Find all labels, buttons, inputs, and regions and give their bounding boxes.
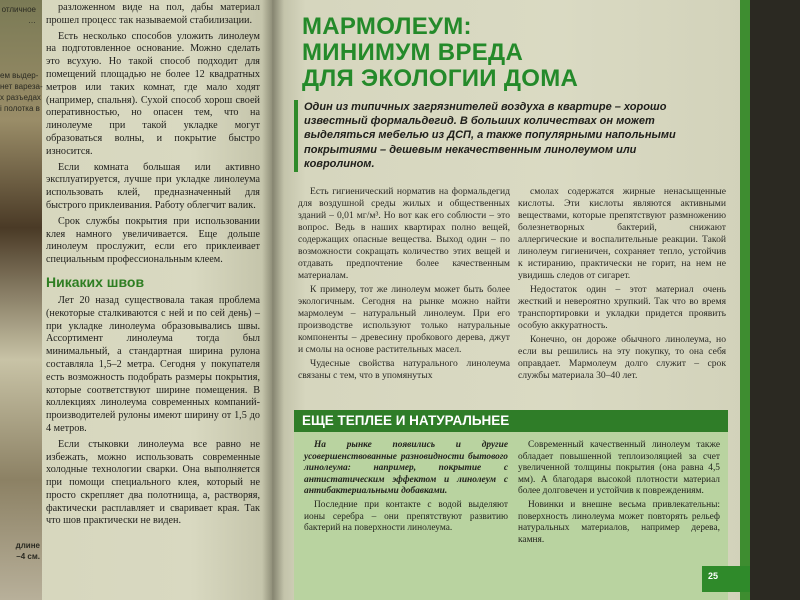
background-surface [750, 0, 800, 600]
paragraph: Чудесные свойства натурального линолеума связаны с тем, что в упомянутых [298, 358, 510, 381]
paragraph: Если стыковки линолеума все равно не избежать, можно использовать современные холодные технологии сварки. Она выполняется при помощи специального клея, который не просто скрепляет два полотнища, а, растворяя, фактически расплавляет и сваривает края. Так что шов практически не виден. [46, 438, 260, 527]
caption-line: отличное [1, 5, 36, 14]
paragraph: Недостаток один – этот материал очень жесткий и невероятно хрупкий. Так что во время транспортировки и укладки придется проявить особую аккуратность. [518, 284, 726, 331]
caption-line: ем выдер- [0, 71, 39, 80]
margin-caption-top [0, 4, 36, 26]
caption-line: длине [15, 541, 40, 550]
paragraph: Есть гигиенический норматив на формальдегид для воздушной среды жилых и общественных зданий – 0,01 мг/м³. Но вот как его соблюсти – это вопрос. Ведь в наших квартирах полно вещей, содержащих опасные вещества. Выход один – по возможности сокращать количество этих вещей и отдавать предпочтение более качественным материалам. [298, 186, 510, 281]
paragraph: разложенном виде на пол, дабы материал прошел процесс так называемой стабилизации. [46, 2, 260, 26]
text-column-left [298, 186, 510, 384]
caption-line: –4 см. [16, 552, 40, 561]
paragraph: Есть несколько способов уложить линолеум на подготовленное основание. Можно сделать это всухую. Но такой способ подходит для помещений площадью не более 12 квадратных метров или таких комнат, где мало ходят (например, спальня). Сухой способ хорош своей оперативностью, но опасен тем, что на линолеуме при такой укладке могут образоваться волны, и покрытие быстро износится. [46, 30, 260, 157]
paragraph: К примеру, тот же линолеум может быть более экологичным. Сегодня на рынке можно найти мармолеум – натуральный линолеум. При его производстве используют только натуральные компоненты – древесину пробкового дерева, джут и смолы на основе растительных масел. [298, 284, 510, 355]
paragraph: смолах содержатся жирные ненасыщенные кислоты. Эти кислоты являются активными веществами, которые препятствуют размножению болезнетворных бактерий, снижают аллергические и воспалительные реакции. Такой линолеум гигиеничен, сохраняет тепло, устойчив к истиранию, практически не горит, на нем не увидишь следов от сигарет. [518, 186, 726, 281]
caption-line: і полотка в [0, 104, 40, 113]
sidebar-column-left [304, 440, 508, 537]
paragraph: Последние при контакте с водой выделяют ионы серебра – они препятствуют развитию бактерий на поверхности линолеума. [304, 499, 508, 534]
sidebar-box-heading: ЕЩЕ ТЕПЛЕЕ И НАТУРАЛЬНЕЕ [294, 410, 728, 432]
paragraph: Конечно, он дороже обычного линолеума, но если вы решились на эту покупку, то она себя оправдает. Мармолеум долго служит – срок службы материала 30–40 лет. [518, 334, 726, 381]
caption-line: … [28, 16, 36, 25]
green-page-edge [740, 0, 750, 600]
page-number: 25 [708, 571, 719, 581]
paragraph: Если комната большая или активно эксплуатируется, лучше при укладке линолеума использовать клей, предназначенный для быстрого приклеивания. Работу облегчит валик. [46, 161, 260, 211]
lead-accent-bar [294, 100, 298, 172]
title-line: МИНИМУМ ВРЕДА [302, 39, 524, 66]
right-page [272, 0, 750, 600]
sidebar-column-right [518, 440, 720, 548]
left-page [0, 0, 272, 600]
article-title [302, 14, 642, 92]
section-heading: Никаких швов [46, 273, 145, 290]
title-line: МАРМОЛЕУМ: [302, 13, 472, 40]
title-line: ДЛЯ ЭКОЛОГИИ ДОМА [302, 65, 579, 92]
paragraph: Современный качественный линолеум также обладает повышенной теплоизоляцией за счет увеличенной толщины покрытия (она равна 4,5 мм). А благодаря высокой плотности материал более долговечен и устойчив к повреждениям. [518, 440, 720, 497]
margin-caption-mid [0, 70, 43, 114]
paragraph: Лет 20 назад существовала такая проблема (некоторые сталкиваются с ней и по сей день) – при укладке линолеума образовывались швы. Ассортимент линолеума тогда был минимальный, а стандартная ширина рулона составляла 1,5–2 метра. Сегодня у покупателя есть возможность подобрать размеры покрытия, которые соответствуют ширине помещения. В коллекциях линолеума современных компаний-производителей рулоны имеют ширину от 1,5 до 4 метров. [46, 294, 260, 434]
sidebar-emphasis: На рынке появились и другие усовершенствованные разновидности бытового линолеума: например, покрытие с антистатическим эффектом и линолеум с антибактериальными добавками. [304, 440, 508, 497]
left-text-column [46, 2, 260, 531]
margin-caption-bottom [0, 540, 40, 562]
text-column-right [518, 186, 726, 384]
lead-paragraph: Один из типичных загрязнителей воздуха в квартире – хорошо известный формальдегид. В больших количествах он может выделяться мебелью из ДСП, а также популярными напольными покрытиями – дешевым некачественным линолеумом или ковролином. [304, 101, 676, 170]
caption-line: нет вареза- [0, 82, 43, 91]
paragraph: Срок службы покрытия при использовании клея намного увеличивается. Еще дольше линолеум прослужит, если его приклеивает специальным профессиональным клеем. [46, 215, 260, 266]
caption-line: х разъедах [0, 93, 41, 102]
paragraph: Новинки и внешне весьма привлекательны: поверхность линолеума может повторять рельеф натуральных материалов, например дерева, камня. [518, 499, 720, 545]
